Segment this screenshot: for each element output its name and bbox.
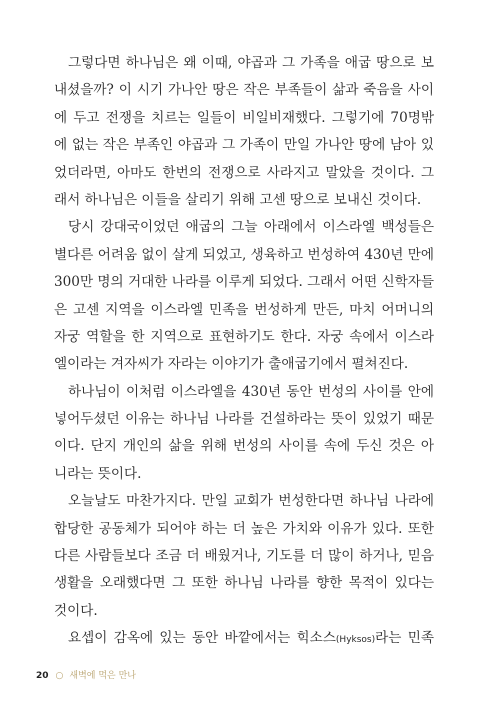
- page-number: 20: [36, 671, 49, 681]
- text-line: 었더라면, 아마도 한번의 전쟁으로 사라지고 말았을 것이다. 그: [54, 164, 434, 181]
- text-line: 당시 강대국이었던 애굽의 그늘 아래에서 이스라엘 백성들은: [68, 219, 434, 236]
- text-line: 그렇다면 하나님은 왜 이때, 야곱과 그 가족을 애굽 땅으로 보: [68, 55, 434, 71]
- text-line: 별다른 어려움 없이 살게 되었고, 생육하고 번성하여 430년 만에: [54, 246, 434, 263]
- text-line: 합당한 공동체가 되어야 하는 더 높은 가치와 이유가 있다. 또한: [54, 520, 434, 537]
- text-line: 래서 하나님은 이들을 살리기 위해 고센 땅으로 보내신 것이다.: [54, 191, 422, 208]
- text-line: 에 두고 전쟁을 치르는 일들이 비일비재했다. 그렇기에 70명밖: [54, 109, 434, 126]
- text-line: 것이다.: [54, 602, 98, 619]
- text-line: 자궁 역할을 한 지역으로 표현하기도 한다. 자궁 속에서 이스라: [54, 328, 434, 345]
- text-line: 내셨을까? 이 시기 가나안 땅은 작은 부족들이 삶과 죽음을 사이: [54, 82, 434, 99]
- book-title: 새벽에 먹은 만나: [69, 671, 136, 681]
- page-footer: [36, 668, 136, 681]
- text-fragment: 라는 민족: [375, 630, 434, 647]
- text-line: 오늘날도 마찬가지다. 만일 교회가 번성한다면 하나님 나라에: [68, 493, 434, 510]
- text-line: 엘이라는 겨자씨가 자라는 이야기가 출애굽기에서 펼쳐진다.: [54, 356, 409, 373]
- text-line: 은 고센 지역을 이스라엘 민족을 번성하게 만든, 마치 어머니의: [54, 301, 434, 318]
- text-line: 이다. 단지 개인의 삶을 위해 번성의 사이를 속에 두신 것은 아: [54, 438, 434, 455]
- text-fragment: 요셉이 감옥에 있는 동안 바깥에서는 힉소스: [68, 630, 336, 647]
- body-text: [54, 50, 434, 653]
- text-line: 넣어두셨던 이유는 하나님 나라를 건설하라는 뜻이 있었기 때문: [54, 411, 434, 428]
- hyksos-annotation: (Hyksos): [335, 635, 376, 646]
- text-line: 하나님이 이처럼 이스라엘을 430년 동안 번성의 사이를 안에: [68, 383, 434, 400]
- text-line: 생활을 오래했다면 그 또한 하나님 나라를 향한 목적이 있다는: [54, 575, 434, 592]
- text-line: 다른 사람들보다 조금 더 배웠거나, 기도를 더 많이 하거나, 믿음: [54, 548, 434, 565]
- text-line: 니라는 뜻이다.: [54, 465, 142, 482]
- text-line: 에 없는 작은 부족인 야곱과 그 가족이 만일 가나안 땅에 남아 있: [54, 137, 434, 154]
- text-line: 300만 명의 거대한 나라를 이루게 되었다. 그래서 어떤 신학자들: [54, 274, 434, 291]
- text-line-final: [54, 625, 434, 652]
- circle-separator-icon: ○: [55, 671, 64, 681]
